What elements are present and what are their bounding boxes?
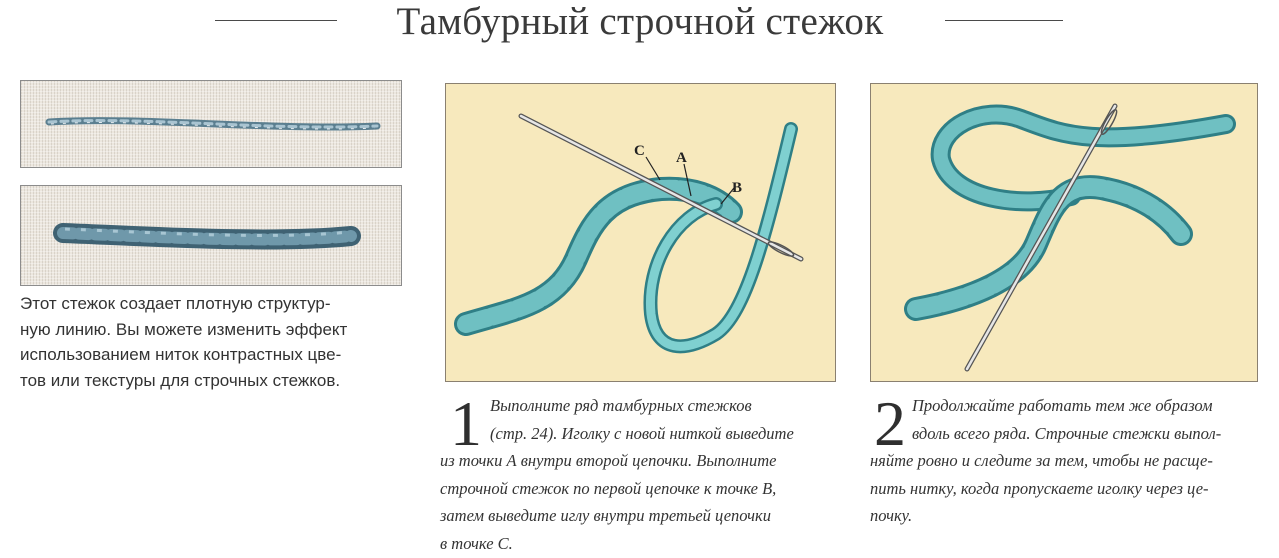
step-line: в точке С.	[440, 533, 513, 553]
diagram-step-1	[445, 83, 836, 382]
step-line: из точки А внутри второй цепочки. Выполните	[440, 451, 777, 470]
header	[0, 0, 1279, 48]
sample-photo-thin	[20, 80, 402, 168]
label-c: C	[634, 143, 645, 159]
step-line: няйте ровно и следите за тем, чтобы не расще-	[870, 451, 1213, 470]
step-1	[440, 388, 840, 553]
step-line: пить нитку, когда пропускаете иголку через це-	[870, 478, 1209, 498]
step-number: 2	[874, 388, 906, 459]
description-line: Этот стежок создает плотную структур-	[20, 294, 331, 313]
label-b: B	[732, 180, 743, 196]
description-text	[20, 291, 406, 393]
title-rule-right	[945, 20, 1063, 21]
page-title: Тамбурный строчной стежок	[396, 0, 884, 43]
description-line: тов или текстуры для строчных стежков.	[20, 370, 341, 390]
step-2	[870, 388, 1270, 532]
title-rule-left	[215, 20, 337, 21]
description-line: использованием ниток контрастных цве-	[20, 345, 342, 364]
step-line: вдоль всего ряда. Строчные стежки выпол-	[912, 423, 1222, 443]
step-line: Продолжайте работать тем же образом	[912, 396, 1213, 415]
thin-stitch-line	[21, 81, 401, 167]
working-thread	[650, 129, 791, 346]
label-a: A	[676, 150, 687, 166]
step-text	[440, 388, 840, 557]
description-line: ную линию. Вы можете изменить эффект	[20, 319, 348, 339]
step-number: 1	[450, 388, 482, 459]
thread-chain	[916, 187, 1181, 309]
step-line: почку.	[870, 506, 913, 525]
step-line: затем выведите иглу внутри третьей цепочки	[440, 506, 771, 525]
step-line: Выполните ряд тамбурных стежков	[490, 396, 752, 415]
thick-stitch-line	[21, 186, 401, 285]
step-text	[870, 388, 1270, 530]
sample-photo-thick	[20, 185, 402, 286]
step-line: (стр. 24). Иголку с новой ниткой выведите	[490, 423, 794, 443]
step-line: строчной стежок по первой цепочке к точке В,	[440, 478, 777, 498]
diagram-step-2	[870, 83, 1258, 382]
needle-icon	[521, 116, 801, 259]
label-c-pointer	[646, 157, 660, 180]
